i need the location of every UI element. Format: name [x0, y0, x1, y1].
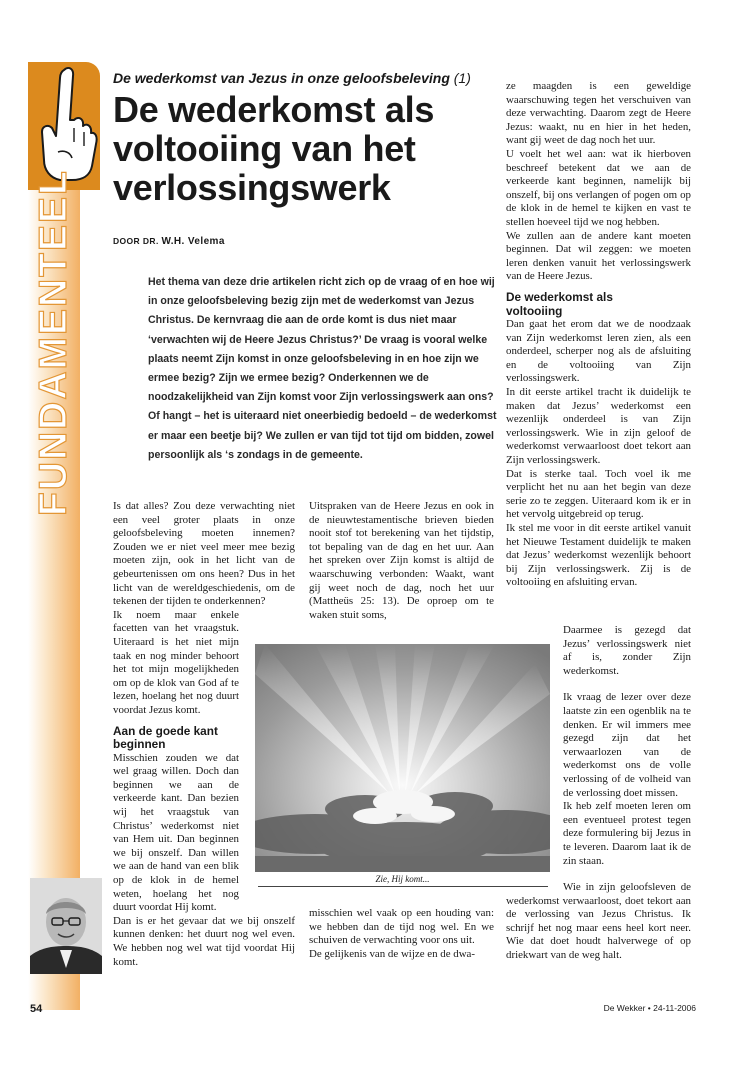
byline	[113, 236, 225, 247]
kicker-text: De wederkomst van Jezus in onze geloofsbeleving	[113, 70, 450, 86]
paragraph: Wie in zijn geloofsleven de wederkomst verwaarloost, doet tekort aan de verlossing van Jezus Christus. Ik schrijf het nog maar eens heel kort neer. Wie dat doet houdt halverwege of op driekwart van de weg halt.	[506, 881, 691, 961]
kicker-number: (1)	[453, 70, 471, 86]
title-line-1: De wederkomst als	[113, 89, 435, 130]
pointing-hand-icon	[34, 62, 98, 186]
byline-prefix: DOOR DR.	[113, 236, 159, 246]
paragraph: U voelt het wel aan: wat ik hierboven beschreef betekent dat we aan de verkeerde kant beginnen, namelijk bij onszelf, bij ons verlangen of pogen om op de klok in de hemel te kijken en vast te stellen hoeveel tijd we nog hebben.	[506, 147, 691, 228]
paragraph: Is dat alles? Zou deze verwachting niet een veel groter plaats in onze geloofsbeleving moeten innemen? Zouden we er niet veel meer mee bezig moeten zijn, ook in het licht van de gebeurtenissen om ons heen? Dus in het licht van de wereldgeschiedenis, om de tekenen der tijden te onderkennen?	[113, 500, 295, 608]
paragraph: Ik heb zelf moeten leren om een eventueel protest tegen deze formulering bij Jezus in te leveren. Daarom laat ik de zin staan.	[563, 800, 691, 867]
subheading: Aan de goede kant beginnen	[113, 723, 218, 752]
section-label	[34, 476, 54, 516]
paragraph: Dan gaat het erom dat we de noodzaak van Zijn wederkomst leren zien, als een onderdeel, scherper nog als de afsluiting en de voltooiing van Zijn verlossingswerk.	[506, 318, 691, 385]
title-line-3: verlossingswerk	[113, 167, 391, 208]
paragraph: Uitspraken van de Heere Jezus en ook in de nieuwtestamentische brieven bieden nooit stof tot berekening van het tijdstip, tot bepaling van de dag en het uur. Aan het spreken over Zijn komst is altijd de waarschuwing verbonden: Waakt, want gij weet noch de dag, noch het uur (Mattheüs 25: 13). De oproep om te waken stuit soms,	[309, 500, 494, 621]
sky-photo	[255, 644, 550, 872]
paragraph: Misschien zouden we dat wel graag willen. Doch dan beginnen we aan de verkeerde kant. Dan bezien wij het vraagstuk van Christus’ wederkomst niet van Hem uit. Dan beginnen we bij onszelf. Dan willen we aan de hand van een blik op de klok in de hemel weten, hoelang het nog duurt voordat Hij komt.	[113, 751, 239, 914]
paragraph: Dan is er het gevaar dat we bij onszelf kunnen denken: het duurt nog wel even. We hebben nog wel wat tijd voordat Hij komt.	[113, 914, 295, 968]
paragraph: Ik noem maar enkele facetten van het vraagstuk. Uiteraard is het niet mijn taak en nog minder behoort het tot mijn mogelijkheden om op de klok van God af te lezen, hoelang het nog duurt voordat Jezus komt.	[113, 608, 239, 716]
article-title	[113, 90, 498, 207]
column-3-top	[506, 80, 691, 590]
footer-source: De Wekker • 24-11-2006	[603, 1003, 696, 1013]
paragraph: De gelijkenis van de wijze en de dwa-	[309, 947, 476, 960]
page-number: 54	[30, 1003, 43, 1015]
column-2-bottom	[309, 907, 494, 961]
photo-caption: Zie, Hij komt...	[375, 874, 430, 884]
column-2-top	[309, 500, 494, 622]
series-kicker	[113, 70, 493, 86]
paragraph: We zullen aan de andere kant moeten beginnen. Dat wil zeggen: we moeten leren denken vanuit het verlossingswerk van de Heere Jezus.	[506, 229, 691, 283]
paragraph: Ik vraag de lezer over deze laatste zin een ogenblik na te denken. Er wil immers mee gezegd zijn dat het verwaarlozen van de wederkomst ons de volle verlossing of de volheid van de verlossing doet missen.	[563, 691, 691, 799]
paragraph: Daarmee is gezegd dat Jezus’ verlossingswerk niet af is, zonder Zijn wederkomst.	[563, 624, 691, 677]
paragraph: Dat is sterke taal. Toch voel ik me verplicht het nu aan het begin van deze serie zo te zeggen. Uiteraard kom ik er in het vervolg uitgebreid op terug.	[506, 467, 691, 521]
column-3-bottom	[506, 881, 691, 963]
subheading: De wederkomst als voltooiing	[506, 289, 613, 318]
paragraph: In dit eerste artikel tracht ik duidelijk te maken dat Jezus’ wederkomst een wezenlijk onderdeel is van Zijn verlossingswerk. Wie in zijn geloof de wederkomst verwaarloost doet tekort aan Zijn verlossingswerk.	[506, 386, 691, 467]
caption-divider	[258, 886, 548, 887]
paragraph: Ik stel me voor in dit eerste artikel vanuit het Nieuwe Testament duidelijk te maken dat Jezus’ wederkomst wezenlijk behoort bij Zijn verlossingswerk. Zij is de voltooiing en afsluiting ervan.	[506, 522, 691, 589]
title-line-2: voltooiing van het	[113, 128, 416, 169]
intro-paragraph: Het thema van deze drie artikelen richt zich op de vraag of en hoe wij in onze geloofsbeleving bezig zijn met de wederkomst van Jezus Christus. De kernvraag die aan de orde komt is dus niet maar ‘verwachten wij de Heere Jezus Christus?’ De vraag is vooral welke plaats neemt Zijn komst in onze geloofsbeleving in en hoe zijn we ermee bezig? Zijn we ermee bezig? Onderkennen we de noodzakelijkheid van Zijn komst voor Zijn verlossingswerk aan ons? Of hangt – het is uiteraard niet oneerbiedig bedoeld – de wederkomst er maar een beetje bij? We zullen er van tijd tot tijd om bidden, zowel persoonlijk als ‘s zondags in de gemeente.	[148, 276, 497, 461]
author-portrait	[30, 878, 102, 974]
paragraph: ze maagden is een geweldige waarschuwing tegen het verschuiven van deze verwachting. Daarom zegt de Heere Jezus: waakt, nu en hier in het heden, want gij weet de dag noch het uur.	[506, 80, 691, 147]
byline-author: W.H. Velema	[161, 236, 225, 247]
column-3-mid	[563, 624, 691, 868]
paragraph: misschien wel vaak op een houding van: we hebben dan de tijd nog wel. En we schuiven de verwachting voor ons uit.	[309, 907, 494, 947]
